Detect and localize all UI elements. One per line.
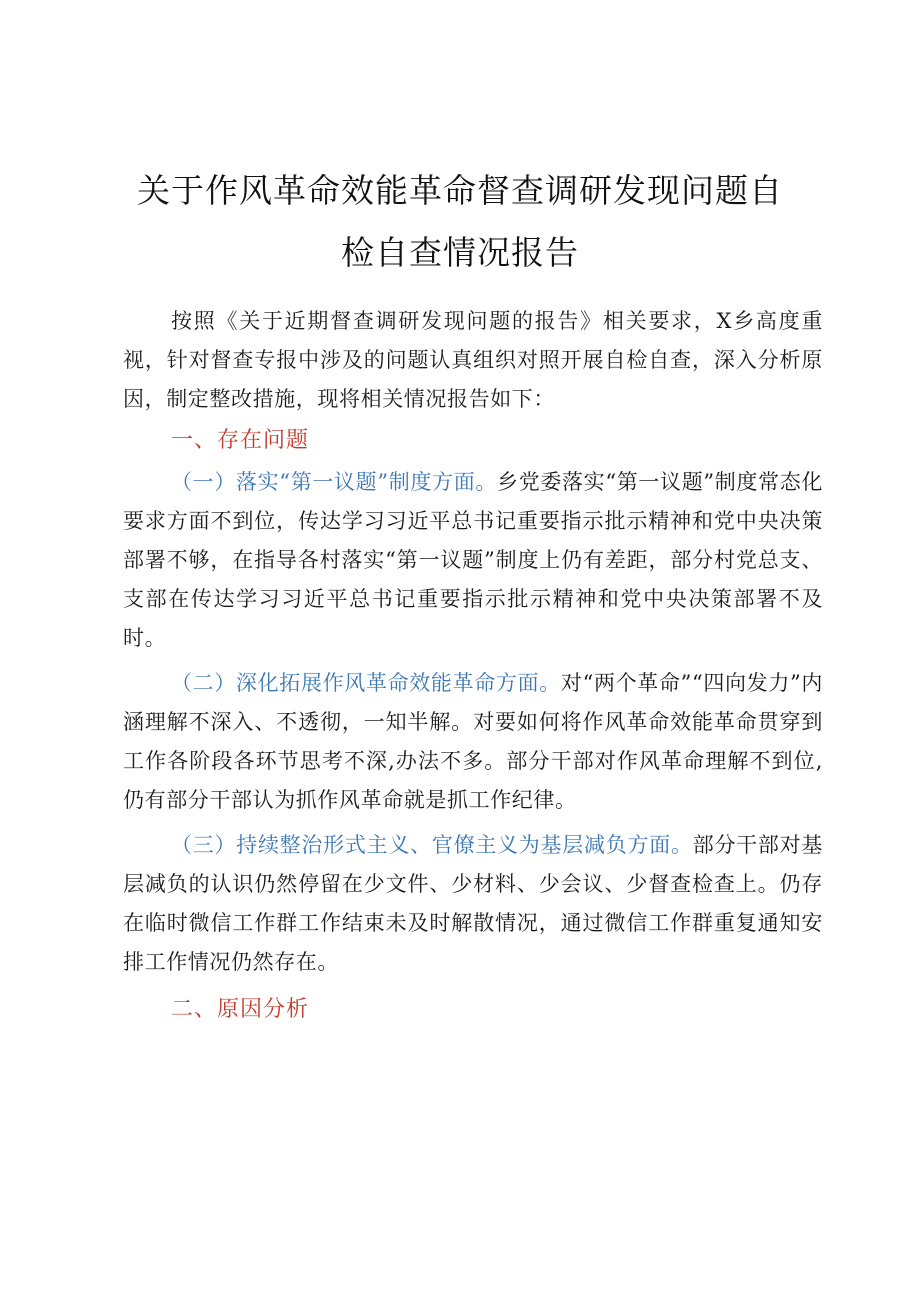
issue-text-3: 部分干部对基层减负的认识仍然停留在少文件、少材料、少会议、少督查检查上。仍存在临时微信工作群工作结束未及时解散情况，通过微信工作群重复通知安排工作情况仍然存在。 <box>123 833 823 974</box>
issue-subtitle-3: （三）持续整治形式主义、官僚主义为基层减负方面。 <box>171 833 693 857</box>
section-heading-causes: 二、原因分析 <box>171 997 310 1022</box>
issue-subtitle-2: （二）深化拓展作风革命效能革命方面。 <box>171 671 561 695</box>
title-line-2: 检自查情况报告 <box>341 233 579 272</box>
issue-subtitle-1: （一）落实“第一议题”制度方面。 <box>171 470 498 494</box>
section-heading-problems: 一、存在问题 <box>171 428 310 453</box>
issue-paragraph-2 <box>123 664 823 820</box>
issue-paragraph-1 <box>123 463 823 658</box>
intro-paragraph: 按照《关于近期督查调研发现问题的报告》相关要求，X乡高度重视，针对督查专报中涉及的问题认真组织对照开展自检自查，深入分析原因，制定整改措施，现将相关情况报告如下： <box>123 309 823 411</box>
issue-paragraph-3 <box>123 826 823 982</box>
document-body <box>123 302 823 1032</box>
title-line-1: 关于作风革命效能革命督查调研发现问题自 <box>137 171 783 210</box>
document-title <box>110 160 810 284</box>
issue-text-2: 对“两个革命”“四向发力”内涵理解不深入、不透彻，一知半解。对要如何将作风革命效能革命贯穿到工作各阶段各环节思考不深,办法不多。部分干部对作风革命理解不到位,仍有部分干部认为抓作风革命就是抓工作纪律。 <box>123 671 823 812</box>
issue-text-1: 乡党委落实“第一议题”制度常态化要求方面不到位，传达学习习近平总书记重要指示批示精神和党中央决策部署不够，在指导各村落实“第一议题”制度上仍有差距，部分村党总支、支部在传达学习习近平总书记重要指示批示精神和党中央决策部署不及时。 <box>123 470 823 650</box>
